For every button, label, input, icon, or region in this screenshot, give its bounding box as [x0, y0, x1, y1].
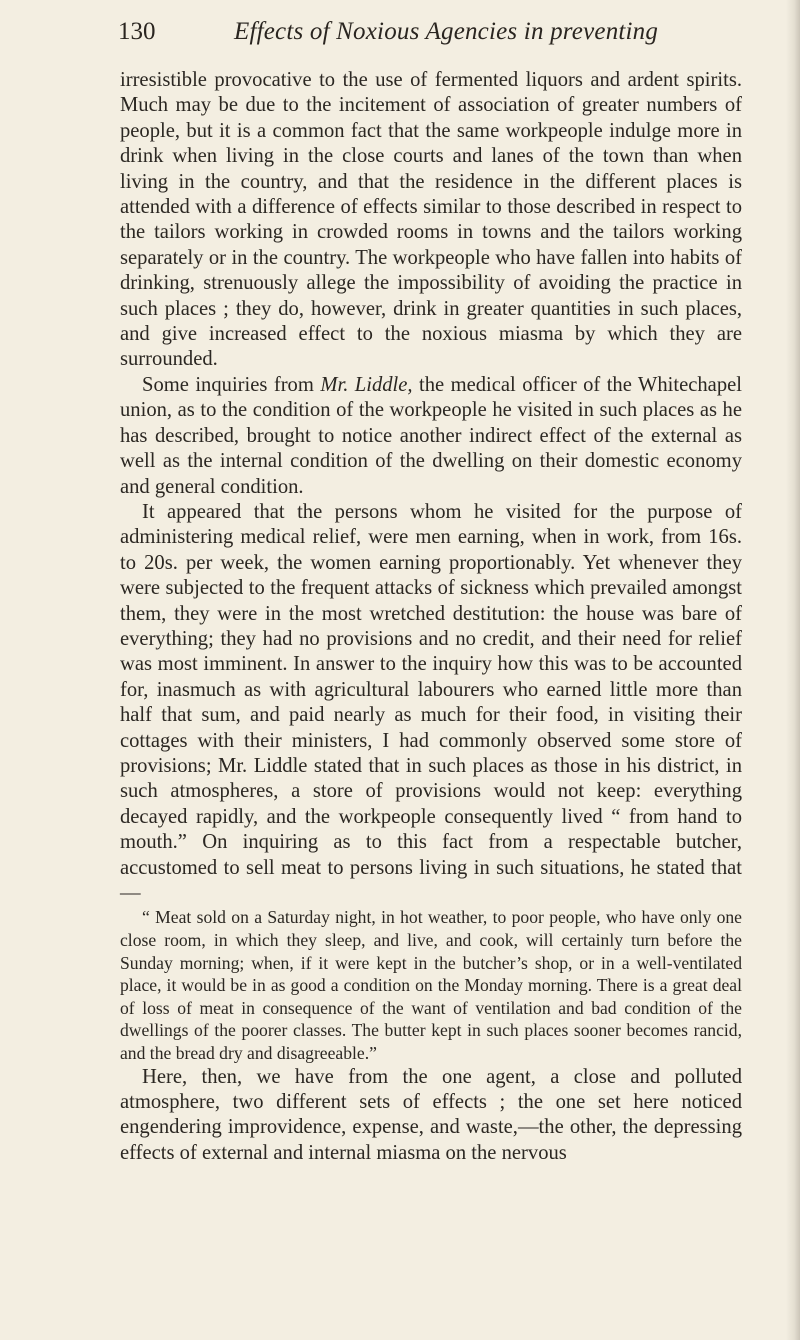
page-header [118, 16, 738, 52]
paragraph-3: It appeared that the persons whom he visited for the purpose of administering medical relief, were men earning, when in work, from 16s. to 20s. per week, the women earning proportionably. Yet whenever they were subjected to the frequent attacks of sickness which prevailed amongst them, they were in the most wretched destitution: the house was bare of everything; they had no provisions and no credit, and their need for relief was most imminent. In answer to the inquiry how this was to be accounted for, inasmuch as with agricultural labourers who earned little more than half that sum, and paid nearly as much for their food, in visiting their cottages with their ministers, I had commonly observed some store of provisions; Mr. Liddle stated that in such places as those in his district, in such atmospheres, a store of provisions would not keep: everything decayed rapidly, and the workpeople consequently lived “ from hand to mouth.” On inquiring as to this fact from a respectable butcher, accustomed to sell meat to persons living in such situations, he stated that— [120, 500, 742, 904]
quote-text: “ Meat sold on a Saturday night, in hot weather, to poor people, who have only one close room, in which they sleep, and live, and cook, will certainly turn before the Sunday morning; when, if it were kept in the butcher’s shop, or in a well-ventilated place, it would be in as good a condition on the Monday morning. There is a great deal of loss of meat in consequence of the want of ventilation and bad condition of the dwellings of the poorer classes. The butter kept in such places sooner becomes rancid, and the bread dry and disagreeable.” [120, 907, 742, 1063]
person-name: Mr. Liddle, [320, 373, 413, 396]
paragraph-1: irresistible provocative to the use of fermented liquors and ardent spirits. Much may be due to the incitement of association of greater numbers of people, but it is a common fact that the same workpeople indulge more in drink when living in the close courts and lanes of the town than when living in the country, and that the residence in the different places is attended with a difference of effects similar to those described in respect to the tailors working in crowded rooms in towns and the tailors working separately or in the country. The workpeople who have fallen into habits of drinking, strenuously allege the impossibility of avoiding the practice in such places ; they do, however, drink in greater quantities in such places, and give increased effect to the noxious miasma by which they are surrounded. [120, 69, 742, 371]
paragraph-2 [120, 373, 742, 500]
page-number: 130 [118, 18, 156, 45]
running-title: Effects of Noxious Agencies in preventing [234, 18, 659, 45]
block-quote [120, 906, 742, 1064]
page-edge-shadow [786, 0, 800, 1340]
paragraph-2-rest: the medical officer of the Whitechapel union, as to the condition of the workpeople he visited in such places as he has described, brought to notice another indirect effect of the external as well as the internal condition of the dwelling on their domestic economy and general condition. [120, 373, 742, 498]
paragraph-2-start: Some inquiries from [142, 373, 321, 396]
body-text [120, 68, 742, 1166]
paragraph-4: Here, then, we have from the one agent, a close and polluted atmosphere, two different sets of effects ; the one set here noticed engendering improvidence, expense, and waste,—the other, the depressing effects of external and internal miasma on the nervous [120, 1065, 742, 1164]
